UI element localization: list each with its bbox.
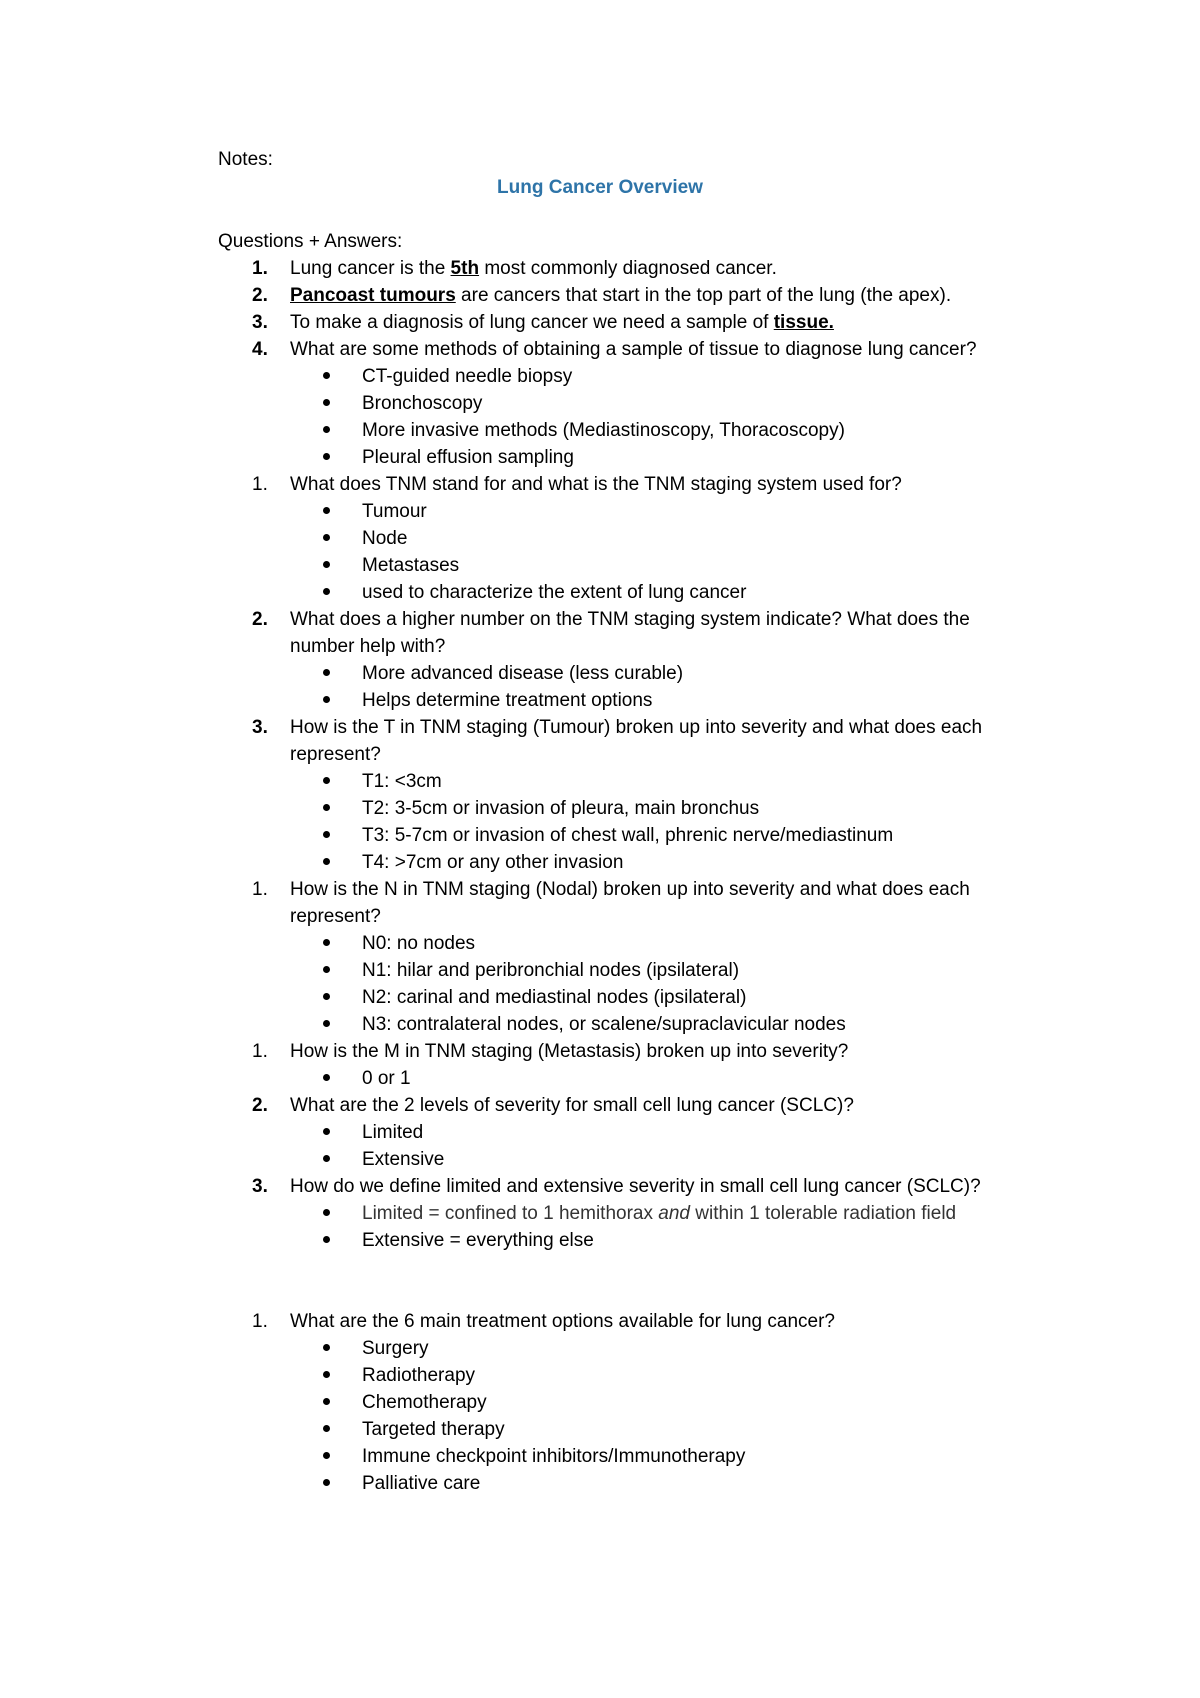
bullet-text: T1: <3cm (362, 771, 442, 792)
list-item (0, 498, 1200, 525)
bullet-text: Extensive (362, 1149, 445, 1170)
list-item (0, 984, 1200, 1011)
list-item (0, 768, 1200, 795)
bullet-text: More invasive methods (Mediastinoscopy, Thoracoscopy) (362, 420, 845, 441)
bullet-icon (323, 1155, 330, 1162)
bullet-icon (323, 399, 330, 406)
bullet-icon (323, 993, 330, 1000)
bullet-text: Pleural effusion sampling (362, 447, 574, 468)
list-item (0, 930, 1200, 957)
question-text: What does TNM stand for and what is the TNM staging system used for? (290, 474, 902, 495)
list-item (0, 444, 1200, 471)
question-11 (0, 1173, 1200, 1200)
bullet-icon (323, 1452, 330, 1459)
bullet-text: Surgery (362, 1338, 429, 1359)
bullet-text: Tumour (362, 501, 427, 522)
question-text (290, 309, 834, 336)
text-run: Lung cancer is the (290, 258, 451, 279)
question-text-continued: represent? (290, 906, 381, 927)
list-item (0, 417, 1200, 444)
list-number: 1. (252, 1041, 268, 1062)
bullet-icon (323, 1236, 330, 1243)
list-number: 3. (252, 312, 268, 333)
bullet-icon (323, 588, 330, 595)
list-item (0, 1335, 1200, 1362)
bullet-icon (323, 1479, 330, 1486)
question-text (290, 282, 951, 309)
question-text: How do we define limited and extensive severity in small cell lung cancer (SCLC)? (290, 1176, 981, 1197)
list-item (0, 1227, 1200, 1254)
list-item (0, 1200, 1200, 1227)
emphasis: tissue. (773, 312, 834, 333)
list-item (0, 525, 1200, 552)
list-item (0, 552, 1200, 579)
list-item (0, 1443, 1200, 1470)
list-item (0, 1146, 1200, 1173)
list-item (0, 363, 1200, 390)
bullet-icon (323, 561, 330, 568)
list-item (0, 957, 1200, 984)
list-number: 2. (252, 1095, 268, 1116)
bullet-text: Targeted therapy (362, 1419, 505, 1440)
bullet-icon (323, 1128, 330, 1135)
bullet-text: Limited (362, 1122, 424, 1143)
question-7 (0, 714, 1200, 741)
bullet-icon (323, 426, 330, 433)
bullet-text: Node (362, 528, 408, 549)
list-item (0, 1362, 1200, 1389)
question-6 (0, 606, 1200, 633)
page-title: Lung Cancer Overview (497, 177, 703, 198)
bullet-icon (323, 507, 330, 514)
question-text: What are the 6 main treatment options available for lung cancer? (290, 1311, 835, 1332)
bullet-icon (323, 669, 330, 676)
bullet-icon (323, 1209, 330, 1216)
list-item (0, 1065, 1200, 1092)
list-number: 3. (252, 717, 268, 738)
list-item (0, 579, 1200, 606)
list-item (0, 795, 1200, 822)
bullet-text: Bronchoscopy (362, 393, 483, 414)
list-item (0, 822, 1200, 849)
list-item (0, 390, 1200, 417)
list-number: 3. (252, 1176, 268, 1197)
bullet-icon (323, 696, 330, 703)
list-item (0, 1389, 1200, 1416)
question-9 (0, 1038, 1200, 1065)
list-number: 1. (252, 1311, 268, 1332)
bullet-text: T2: 3-5cm or invasion of pleura, main bronchus (362, 798, 760, 819)
bullet-text: T4: >7cm or any other invasion (362, 852, 624, 873)
bullet-text: N2: carinal and mediastinal nodes (ipsilateral) (362, 987, 747, 1008)
list-item (0, 660, 1200, 687)
question-1 (0, 255, 1200, 282)
bullet-text: Immune checkpoint inhibitors/Immunotherapy (362, 1446, 746, 1467)
bullet-text: Metastases (362, 555, 460, 576)
bullet-icon (323, 1020, 330, 1027)
bullet-text: Chemotherapy (362, 1392, 487, 1413)
bullet-text: CT-guided needle biopsy (362, 366, 573, 387)
bullet-text: Helps determine treatment options (362, 690, 653, 711)
bullet-text: Palliative care (362, 1473, 481, 1494)
emphasis: Pancoast tumours (290, 285, 456, 306)
question-4 (0, 336, 1200, 363)
bullet-icon (323, 1425, 330, 1432)
list-number: 2. (252, 609, 268, 630)
text-run: within 1 tolerable radiation field (689, 1203, 957, 1224)
bullet-text: More advanced disease (less curable) (362, 663, 684, 684)
list-number: 4. (252, 339, 268, 360)
list-item (0, 1011, 1200, 1038)
question-text (290, 255, 777, 282)
question-text: How is the T in TNM staging (Tumour) broken up into severity and what does each (290, 717, 983, 738)
bullet-text: Extensive = everything else (362, 1230, 594, 1251)
list-item (0, 849, 1200, 876)
question-8 (0, 876, 1200, 903)
bullet-icon (323, 534, 330, 541)
question-12 (0, 1308, 1200, 1335)
bullet-text: N3: contralateral nodes, or scalene/supraclavicular nodes (362, 1014, 846, 1035)
question-5 (0, 471, 1200, 498)
question-text: What are some methods of obtaining a sample of tissue to diagnose lung cancer? (290, 339, 977, 360)
list-item (0, 1470, 1200, 1497)
bullet-text: N0: no nodes (362, 933, 476, 954)
text-run: Limited = confined to 1 hemithorax (362, 1203, 659, 1224)
question-text: What does a higher number on the TNM staging system indicate? What does the (290, 609, 970, 630)
list-item (0, 1119, 1200, 1146)
bullet-icon (323, 453, 330, 460)
bullet-icon (323, 1344, 330, 1351)
bullet-icon (323, 804, 330, 811)
bullet-icon (323, 858, 330, 865)
qa-label: Questions + Answers: (218, 231, 403, 252)
bullet-text: Radiotherapy (362, 1365, 476, 1386)
question-10 (0, 1092, 1200, 1119)
emphasis: 5th (450, 258, 480, 279)
bullet-text: T3: 5-7cm or invasion of chest wall, phrenic nerve/mediastinum (362, 825, 894, 846)
bullet-icon (323, 1398, 330, 1405)
bullet-icon (323, 966, 330, 973)
list-number: 2. (252, 285, 268, 306)
text-run: are cancers that start in the top part of the lung (the apex). (455, 285, 952, 306)
question-text-continued: represent? (290, 744, 381, 765)
question-text: How is the N in TNM staging (Nodal) broken up into severity and what does each (290, 879, 970, 900)
bullet-icon (323, 939, 330, 946)
question-2 (0, 282, 1200, 309)
question-3 (0, 309, 1200, 336)
bullet-icon (323, 831, 330, 838)
list-item (0, 687, 1200, 714)
bullet-icon (323, 1074, 330, 1081)
question-text-continued: number help with? (290, 636, 446, 657)
list-number: 1. (252, 474, 268, 495)
bullet-text: used to characterize the extent of lung cancer (362, 582, 747, 603)
bullet-icon (323, 372, 330, 379)
list-item (0, 1416, 1200, 1443)
notes-label: Notes: (218, 149, 273, 170)
bullet-text (362, 1200, 956, 1227)
bullet-text: 0 or 1 (362, 1068, 411, 1089)
bullet-text: N1: hilar and peribronchial nodes (ipsilateral) (362, 960, 740, 981)
bullet-icon (323, 1371, 330, 1378)
list-number: 1. (252, 258, 268, 279)
question-text: What are the 2 levels of severity for small cell lung cancer (SCLC)? (290, 1095, 854, 1116)
question-text: How is the M in TNM staging (Metastasis) broken up into severity? (290, 1041, 849, 1062)
bullet-icon (323, 777, 330, 784)
emphasis: and (658, 1203, 690, 1224)
text-run: most commonly diagnosed cancer. (479, 258, 777, 279)
text-run: To make a diagnosis of lung cancer we need a sample of (290, 312, 774, 333)
list-number: 1. (252, 879, 268, 900)
